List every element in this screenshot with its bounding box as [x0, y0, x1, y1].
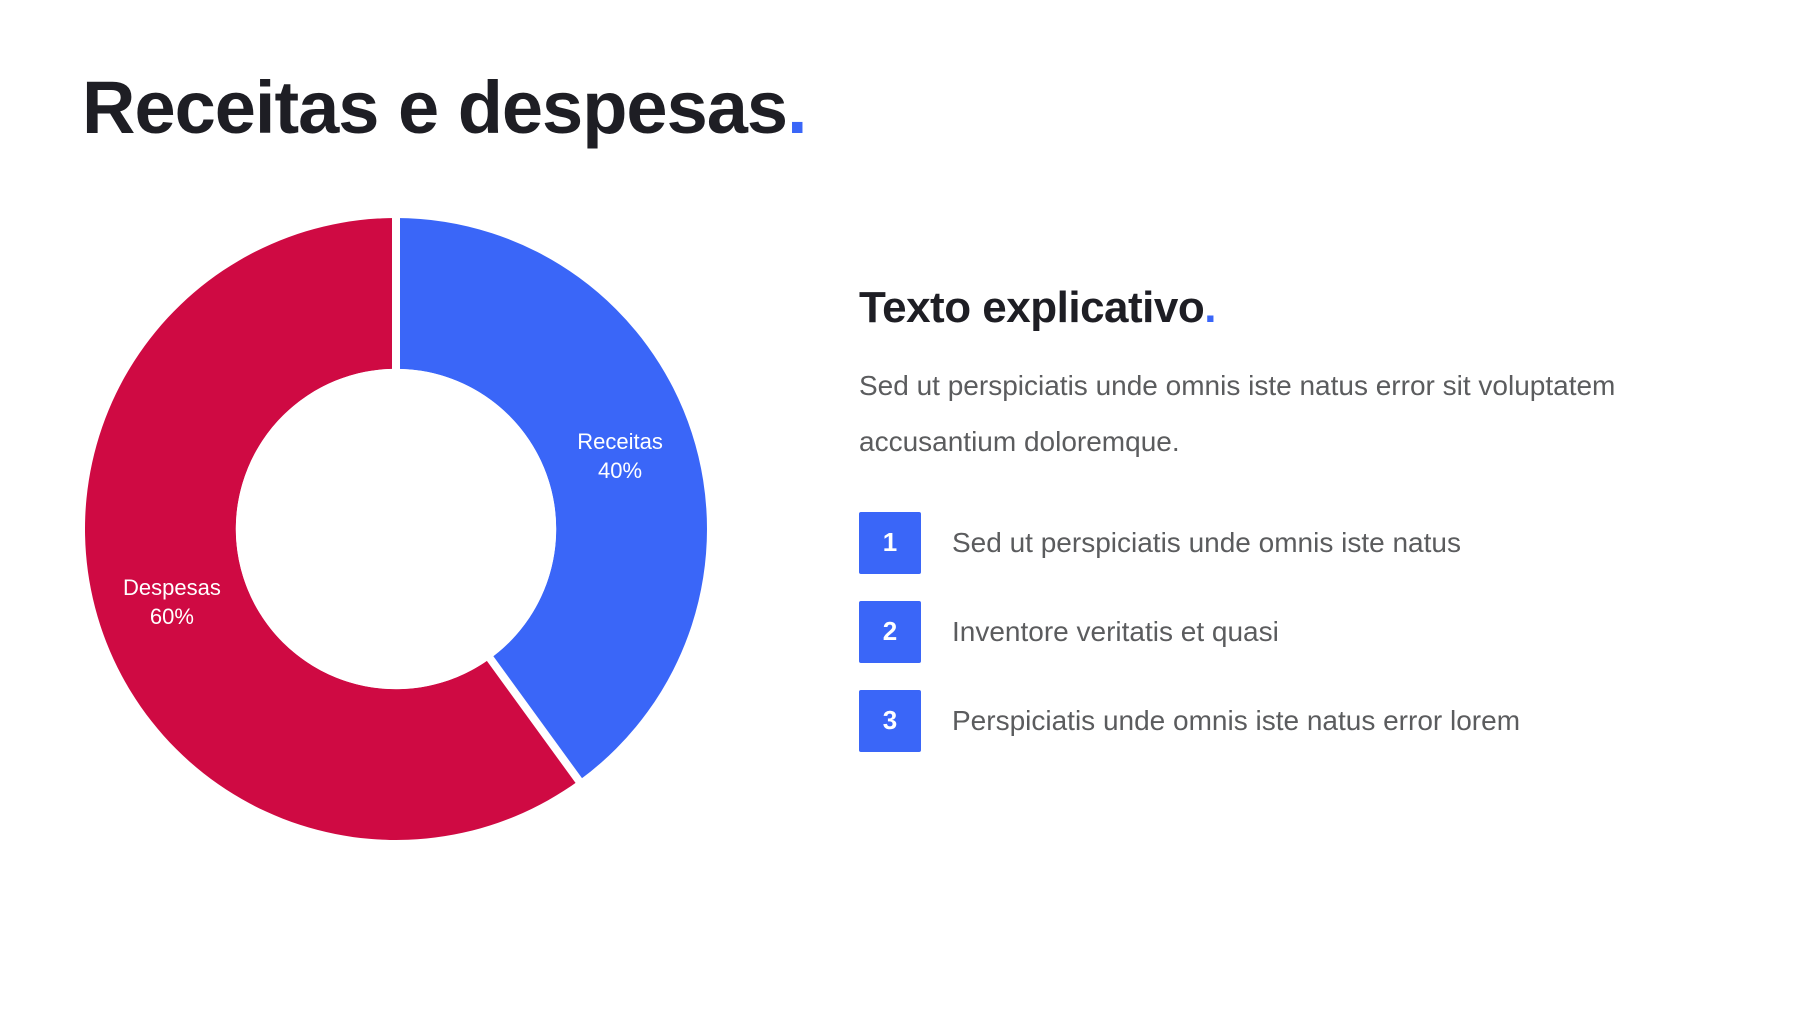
- slice-label-despesas: Despesas 60%: [123, 574, 221, 629]
- page-title: [82, 62, 807, 155]
- donut-chart-svg: [85, 218, 707, 840]
- explainer-paragraph: Sed ut perspiciatis unde omnis iste natus error sit voluptatem accusantium doloremque.: [859, 369, 1616, 457]
- list-item-3: [859, 690, 1639, 752]
- numbered-list: [859, 512, 1639, 752]
- donut-hole: [236, 369, 556, 689]
- page-title-text: Receitas e despesas: [82, 66, 788, 149]
- list-item-number-badge: 3: [859, 690, 921, 752]
- explainer-heading-text: Texto explicativo: [859, 283, 1205, 332]
- list-item-2: [859, 601, 1639, 663]
- explainer-section: [859, 283, 1639, 779]
- list-item-text: Perspiciatis unde omnis iste natus error lorem: [952, 704, 1521, 736]
- list-item-number-badge: 1: [859, 512, 921, 574]
- list-item-number-badge: 2: [859, 601, 921, 663]
- list-item-text: Sed ut perspiciatis unde omnis iste natus: [952, 526, 1461, 558]
- explainer-heading-accent-dot: .: [1204, 283, 1216, 332]
- page-title-accent-dot: .: [787, 66, 807, 149]
- explainer-heading: [859, 283, 1639, 334]
- list-item-text: Inventore veritatis et quasi: [952, 615, 1279, 647]
- list-item-1: [859, 512, 1639, 574]
- donut-chart: [85, 218, 707, 840]
- slice-label-receitas: Receitas 40%: [577, 429, 663, 484]
